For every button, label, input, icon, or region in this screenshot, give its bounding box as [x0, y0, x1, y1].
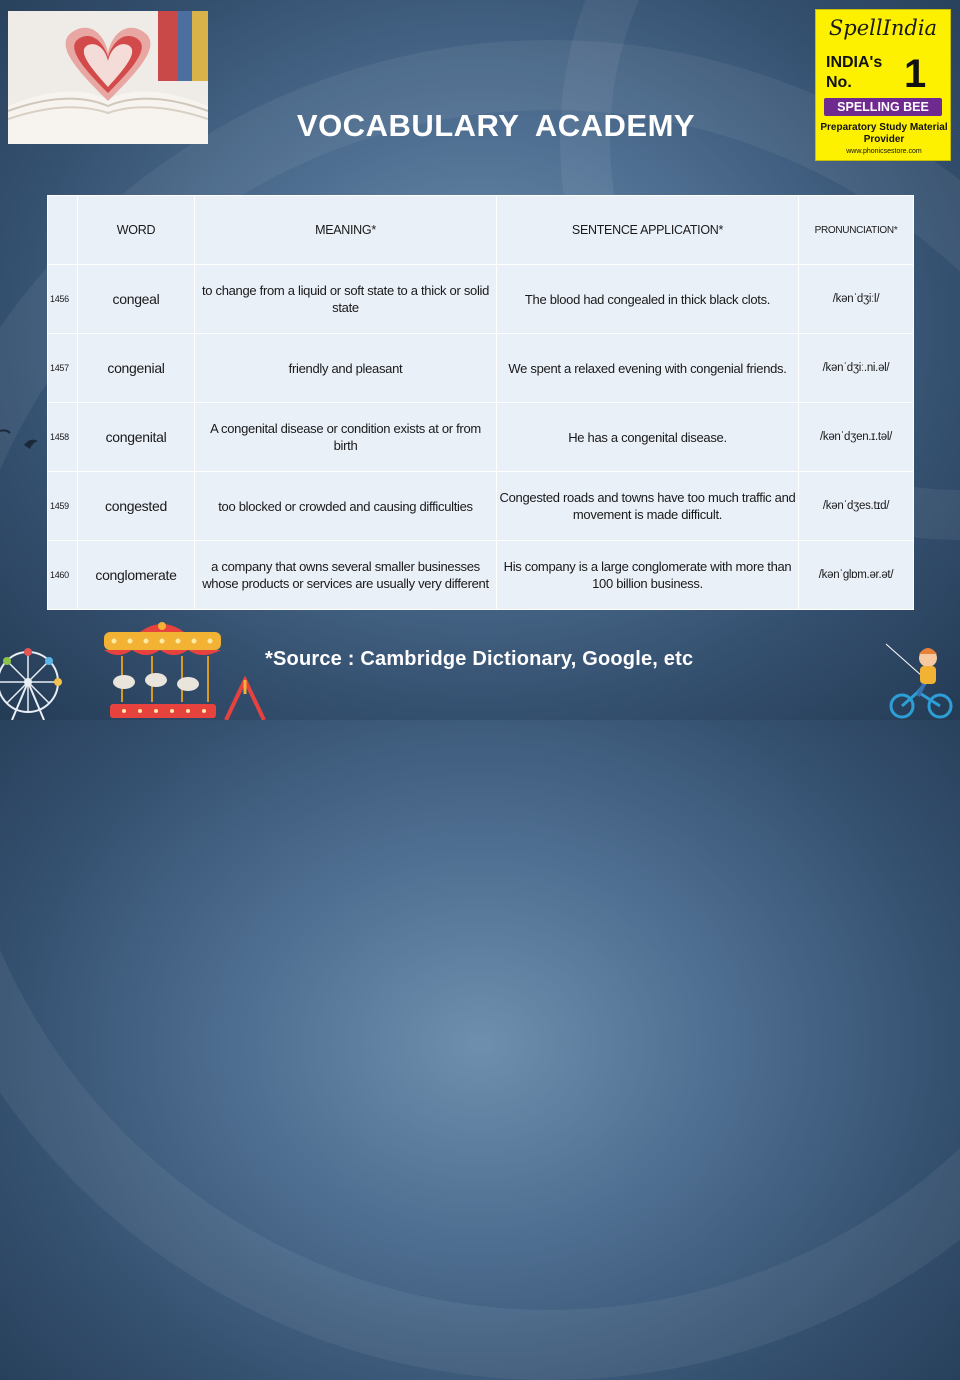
logo-url: www.phonicsestore.com [846, 148, 922, 155]
header-meaning: MEANING* [195, 196, 497, 265]
row-number: 1457 [48, 334, 78, 403]
logo-line2: No. [826, 74, 852, 91]
spellindia-logo [815, 9, 951, 161]
row-meaning: a company that owns several smaller businesses whose products or services are usually very different [195, 541, 497, 610]
bird-icon [0, 425, 44, 455]
kid-on-bicycle-icon [884, 640, 960, 720]
row-word: congeal [78, 265, 195, 334]
row-sentence: We spent a relaxed evening with congenial friends. [497, 334, 799, 403]
row-number: 1460 [48, 541, 78, 610]
table-row [48, 334, 914, 403]
row-pronunciation: /kənˈdʒes.tɪd/ [799, 472, 914, 541]
header-sentence: SENTENCE APPLICATION* [497, 196, 799, 265]
row-word: congenital [78, 403, 195, 472]
row-meaning: too blocked or crowded and causing difficulties [195, 472, 497, 541]
row-number: 1456 [48, 265, 78, 334]
logo-subtitle: Preparatory Study Material Provider [820, 122, 948, 145]
row-sentence: The blood had congealed in thick black clots. [497, 265, 799, 334]
logo-number: 1 [904, 52, 927, 96]
row-sentence: He has a congenital disease. [497, 403, 799, 472]
row-number: 1459 [48, 472, 78, 541]
header-pronunciation: PRONUNCIATION* [799, 196, 914, 265]
logo-line1: INDIA's [826, 54, 883, 71]
book-heart-icon [8, 11, 208, 144]
source-note: *Source : Cambridge Dictionary, Google, etc [265, 648, 694, 670]
vocabulary-table [47, 195, 914, 610]
table-header-row [48, 196, 914, 265]
row-meaning: to change from a liquid or soft state to a thick or solid state [195, 265, 497, 334]
row-word: conglomerate [78, 541, 195, 610]
row-pronunciation: /kənˈdʒen.ɪ.təl/ [799, 403, 914, 472]
row-pronunciation: /kənˈdʒiː.ni.əl/ [799, 334, 914, 403]
row-word: congenial [78, 334, 195, 403]
table-row [48, 472, 914, 541]
row-sentence: His company is a large conglomerate with more than 100 billion business. [497, 541, 799, 610]
logo-badge: SPELLING BEE [824, 98, 942, 116]
header-num [48, 196, 78, 265]
row-sentence: Congested roads and towns have too much traffic and movement is made difficult. [497, 472, 799, 541]
table-row [48, 541, 914, 610]
row-word: congested [78, 472, 195, 541]
row-meaning: friendly and pleasant [195, 334, 497, 403]
logo-brand: SpellIndia [828, 16, 938, 40]
row-number: 1458 [48, 403, 78, 472]
table-row [48, 265, 914, 334]
page-title: VOCABULARY ACADEMY [296, 108, 696, 143]
row-pronunciation: /kənˈɡlɒm.ər.ət/ [799, 541, 914, 610]
table-row [48, 403, 914, 472]
swing-ride-icon [222, 676, 268, 720]
header-word: WORD [78, 196, 195, 265]
row-meaning: A congenital disease or condition exists at or from birth [195, 403, 497, 472]
open-book-photo [8, 11, 208, 144]
carousel-icon [100, 622, 225, 720]
row-pronunciation: /kənˈdʒiːl/ [799, 265, 914, 334]
ferris-wheel-icon [0, 630, 80, 720]
